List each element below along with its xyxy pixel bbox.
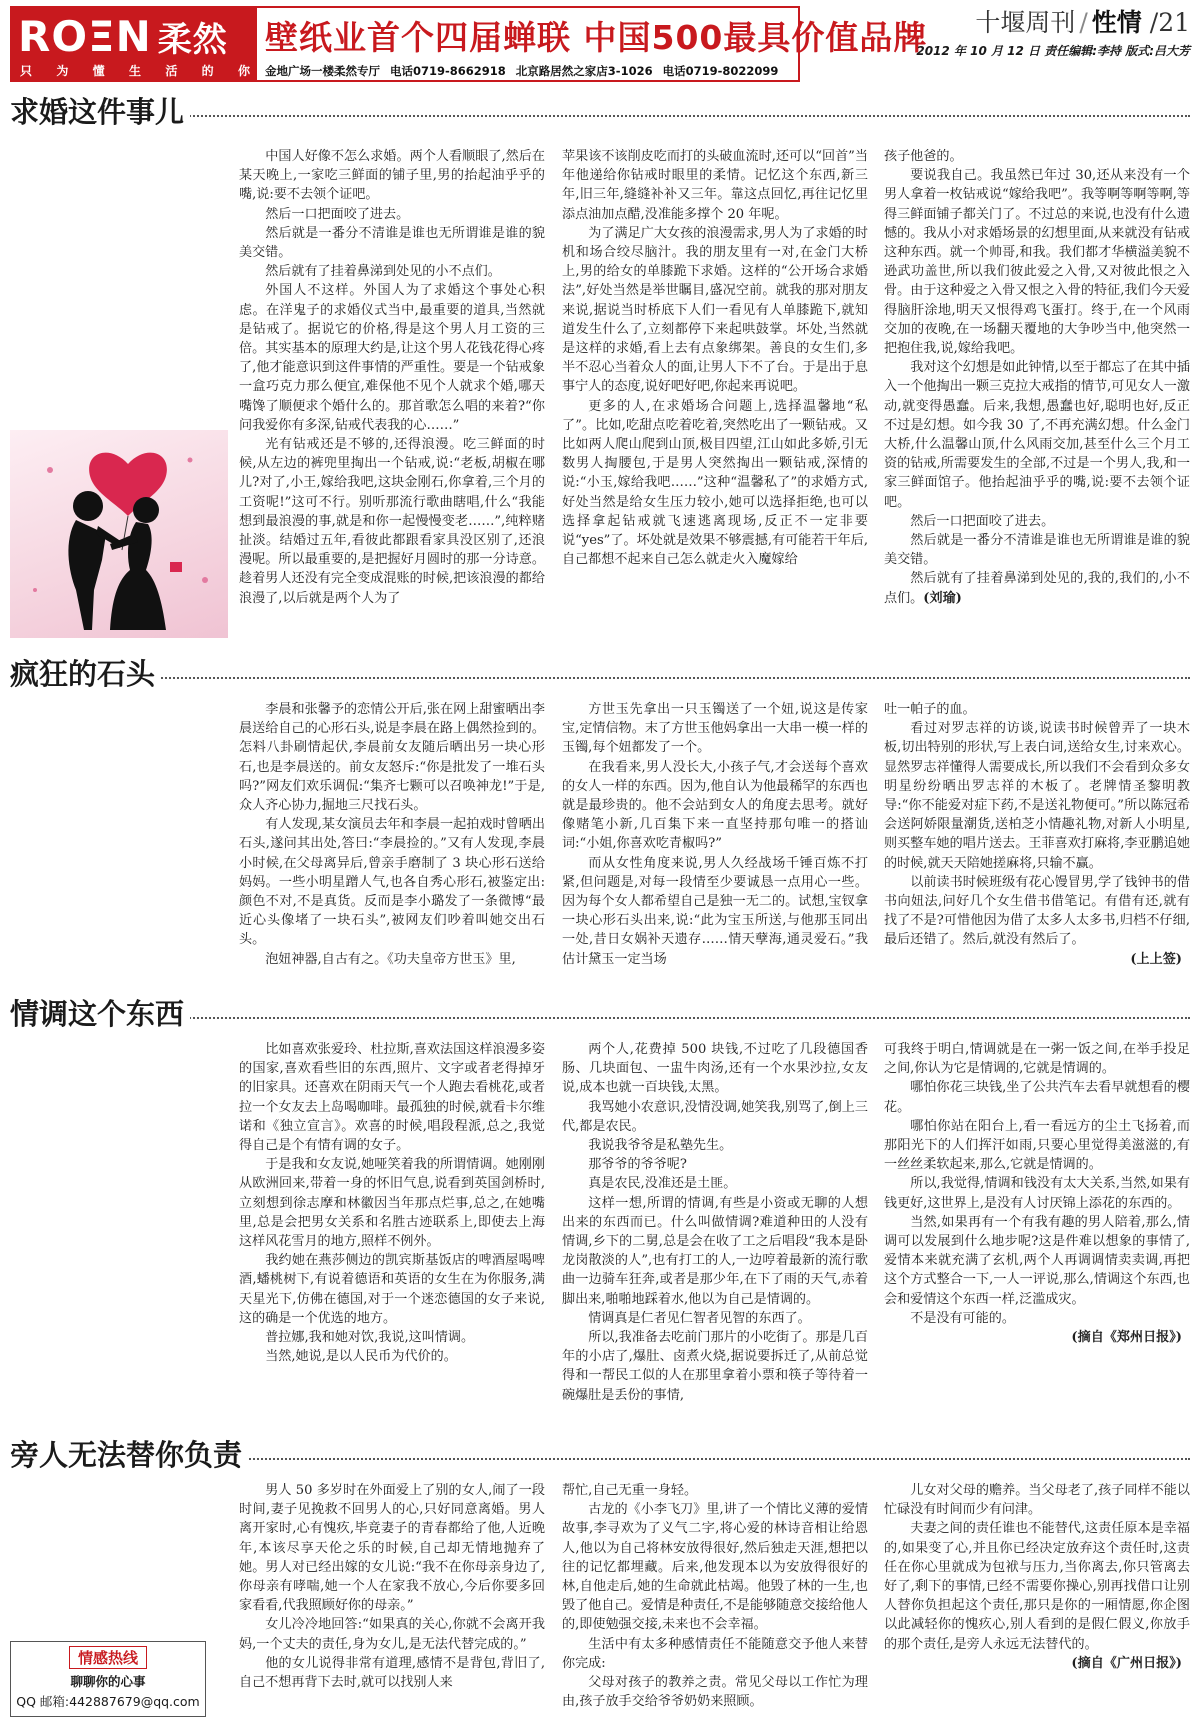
paragraph: 他的女儿说得非常有道理,感情不是背包,背旧了,自己不想再背下去时,就可以找别人来 [239,1655,545,1691]
paragraph: 普拉娜,我和她对饮,我说,这叫情调。 [265,1330,475,1346]
paragraph: 所以,我觉得,情调和钱没有太大关系,当然,如果有钱更好,这世界上,是没有人讨厌锦上添花的东西的。 [884,1176,1190,1211]
paragraph: 我约她在燕莎侧边的凯宾斯基饭店的啤酒屋喝啤酒,蟠桃树下,有说着德语和英语的女生在为你服务,满天星光下,仿佛在德国,对于一个迷恋德国的女子来说,这的确是一个优选的地方。 [239,1253,545,1326]
article-column [562,147,868,641]
paragraph: 哪怕你站在阳台上,看一看远方的尘土飞扬着,而那阳光下的人们挥汗如雨,只要心里觉得美滋滋的,有一丝丝柔软起来,那么,它就是情调的。 [884,1118,1190,1173]
emotion-hotline-box [10,1641,206,1717]
paragraph: 看过对罗志祥的访谈,说读书时候曾弄了一块木板,切出特别的形状,写上表白词,送给女生,讨来欢心。显然罗志祥懂得人需要成长,所以我们不会看到众多女明星纷纷晒出罗志祥的木板了。老牌情圣黎明教导:“你不能爱对症下药,不是送礼物便可。”所以陈冠希会送阿娇限量潮货,送柏芝小情趣礼物,对新人小明星,则买整车她的唱片送去。王菲喜欢打麻将,李亚鹏追她的时候,就天天陪她搓麻将,只输不赢。 [884,721,1190,871]
paragraph: 父母对孩子的教养之责。常见父母以工作忙为理由,孩子放手交给爷爷奶奶来照顾。 [562,1675,868,1710]
article-column [562,700,868,984]
page-number: /21 [1149,8,1190,37]
paragraph: 我对这个幻想是如此钟情,以至于都忘了在其中插入一个他掏出一颗三克拉大戒指的情节,可见女人一激动,就变得愚蠢。后来,我想,愚蠢也好,聪明也好,反正不过是幻想。如今我 30 了,不再充满幻想。什么金门大桥,什么温馨山顶,什么风雨交加,甚至什么三个月工资的钻戒,所需要发生的全部,不过是一个男人,我,和一家三鲜面馆子。他抬起油乎乎的嘴,说:要不去领个证吧。 [884,360,1190,510]
paragraph: 当然,她说,是以人民币为代价的。 [265,1349,457,1365]
article-title[interactable]: 疯狂的石头 [10,654,161,694]
paragraph: 儿女对父母的赡养。当父母老了,孩子同样不能以忙碌没有时间而少有问津。 [884,1483,1190,1518]
hotline-subtitle: 聊聊你的心事 [70,1674,146,1689]
article-column [884,1481,1190,1719]
paragraph: 孩子他爸的。 [884,149,963,164]
slogan-char: 懂 [92,64,105,78]
section-name: 性情 [1091,8,1142,37]
paragraph: 在我看来,男人没长大,小孩子气,才会送每个喜欢的女人一样的东西。因为,他自认为他最稀罕的东西也就是最珍贵的。他不会站到女人的角度去思考。就好像赌笔小新,几百集下来一直坚持那句唯一的搭讪词:“小姐,你喜欢吃青椒吗?” [562,759,868,852]
hotline-title: 情感热线 [69,1646,147,1669]
slogan-char: 活 [165,64,178,78]
brand-logo [18,14,228,63]
paragraph: 然后一口把面咬了进去。 [910,513,1055,529]
slogan-char: 生 [128,64,141,78]
paragraph: 两个人,花费掉 500 块钱,不过吃了几段德国香肠、几块面包、一盅牛肉汤,还有一个水果沙拉,女友说,成本也就一百块钱,太黑。 [562,1042,868,1096]
paragraph: 我说我爷爷是私塾先生。 [588,1138,733,1154]
paragraph: 不是没有可能的。 [910,1310,1015,1326]
paragraph: 男人 50 多岁时在外面爱上了别的女人,闹了一段时间,妻子见挽救不回男人的心,只好同意离婚。男人离开家时,心有愧疚,毕竟妻子的青春都给了他,人近晚年,本该尽享天伦之乐的时候,自己却无情地抛弃了她。男人对已经出嫁的女儿说:“我不在你母亲身边了,你母亲有哮喘,她一个人在家我不放心,今后你要多回家看看,代我照顾好你的母亲。” [239,1483,545,1614]
paragraph: 光有钻戒还是不够的,还得浪漫。吃三鲜面的时候,从左边的裤兜里掏出一个钻戒,说:“老板,胡椒在哪儿?对了,小王,嫁给我吧,这块金刚石,你拿着,三个月的工资呢!”这可不行。别听那流行歌曲瞎唱,什么“我能想到最浪漫的事,就是和你一起慢慢变老……”,纯粹赌扯淡。结婚过五年,看彼此都跟看家具没区别了,还浪漫呢。所以最重要的,是把握好月圆时的那一分诗意。趁着男人还没有完全变成混账的时候,把该浪漫的都给浪漫了,以后就是两个人为了 [239,437,545,606]
paragraph: 然后一口把面咬了进去。 [265,206,410,222]
paragraph: 然后就有了挂着鼻涕到处见的小不点们。 [265,264,501,280]
article-heading [10,1435,1190,1475]
publication-title [810,6,1190,40]
brand-logo-latin: ROΞN [18,12,152,61]
paragraph: 我骂她小农意识,没情没调,她笑我,别骂了,倒上三代,都是农民。 [562,1099,868,1134]
slogan-char: 的 [201,64,214,78]
hotline-email[interactable]: QQ 邮箱:442887679@qq.com [16,1694,200,1709]
publication-info [810,6,1190,82]
kissing-couple-icon [10,430,228,638]
article-column [239,1040,545,1420]
paragraph: 那爷爷的爷爷呢? [588,1157,687,1173]
article-column [884,147,1190,641]
article-column [884,1040,1190,1420]
paragraph: 泡妞神器,自古有之。《功夫皇帝方世玉》里, [265,951,516,967]
paragraph-text: 然后就有了挂着鼻涕到处见的,我的,我们的,小不点们。 [884,571,1190,606]
article-column [239,700,545,984]
article-title[interactable]: 旁人无法替你负责 [10,1435,248,1475]
slogan-char: 为 [56,64,69,78]
article-column [562,1481,868,1719]
paragraph: 帮忙,自己无重一身轻。 [562,1483,698,1498]
date-editor-line: 2012 年 10 月 12 日 责任编辑:李持 版式:吕大芳 [916,44,1190,58]
slogan-char: 你 [237,64,250,78]
paragraph: 夫妻之间的责任谁也不能替代,这责任原本是幸福的,如果变了心,并且你已经决定放弃这个责任时,这责任在你心里就成为包袱与压力,当你离去,你只管离去好了,剩下的事情,已经不需要你操心,别再找借口让别人替你负担起这个责任,那只是你的一厢情愿,你企图以此减轻你的愧疚心,别人看到的是假仁假义,你放手的那个责任,是旁人永远无法替代的。 [884,1521,1190,1652]
article-heading [10,994,1190,1034]
dotted-divider [10,677,1190,679]
advertiser-logo-block [12,8,257,80]
paragraph: 中国人好像不怎么求婚。两个人看顺眼了,然后在某天晚上,一家吃三鲜面的铺子里,男的抬起油乎乎的嘴,说:要不去领个证吧。 [239,149,545,203]
paragraph: 有人发现,某女演员去年和李晨一起拍戏时曾晒出石头,遂问其出处,答曰:“李晨捡的。”又有人发现,李晨小时候,在父母离异后,曾亲手磨制了 3 块心形石送给妈妈。一些小明星蹭人气,也各自秀心形石,被鉴定出:颜色不对,不是真货。反而是李小璐发了一条微博“最近心头像堵了一块石头”,被网友们吵着叫她交出石头。 [239,817,545,948]
paragraph: 以前读书时候班级有花心馒冒男,学了钱钟书的借书向妞法,问好几个女生借书借笔记。有借有还,就有找了不是?可惜他因为借了太多人太多书,归档不仔细,最后还错了。然后,就没有然后了。 [884,874,1190,948]
paragraph: 然后就是一番分不清谁是谁也无所谓谁是谁的貌美交错。 [884,533,1190,568]
article-title[interactable]: 求婚这件事儿 [10,92,190,132]
author-byline: (刘瑜) [923,590,962,606]
paragraph: 方世玉先拿出一只玉镯送了一个妞,说这是传家宝,定情信物。末了方世玉他妈拿出一大串一模一样的玉镯,每个妞都发了一个。 [562,702,868,756]
paragraph: 李晨和张馨予的恋情公开后,张在网上甜蜜晒出李晨送给自己的心形石头,说是李晨在路上偶然捡到的。怎料八卦刷情起伏,李晨前女友随后晒出另一块心形石,也是李晨送的。前女友怒斥:“你是批发了一堆石头吗?”网友们欢乐调侃:“集齐七颗可以召唤神龙!”于是,众人齐心协力,掘地三尺找石头。 [239,702,545,814]
paragraph: 而从女性角度来说,男人久经战场千锤百炼不打紧,但问题是,对每一段情至少要诚恳一点用心一些。因为每个女人都希望自己是独一无二的。试想,宝钗拿一块心形石头出来,说:“此为宝玉所送,与他那玉同出一处,昔日女娲补天遗存……情天孽海,通灵爱石。”我估计黛玉一定当场 [562,855,868,967]
paragraph: 生活中有太多种感情责任不能随意交予他人来替你完成: [562,1636,868,1671]
paragraph: 吐一帕子的血。 [884,702,976,717]
paragraph: 更多的人,在求婚场合问题上,选择温馨地“私了”。比如,吃甜点吃着吃着,突然吃出了一颗钻戒。又比如两人爬山爬到山顶,极目四望,江山如此多娇,引无数男人掏腰包,于是男人突然掏出一颗钻戒,深情的说:“小玉,嫁给我吧……”这种“温馨私了”的求婚方式,好处当然是给女生压力较小,她可以选择拒绝,也可以选择拿起钻戒就飞速逃离现场,反正不一定非要说“yes”了。坏处就是效果不够震撼,有可能若干年后,自己都想不起来自己怎么就走火入魔嫁给 [562,398,868,568]
article-column [884,700,1190,984]
article-column [562,1040,868,1420]
paragraph: 哪怕你花三块钱,坐了公共汽车去看早就想看的樱花。 [884,1080,1190,1115]
brand-slogan [20,62,250,79]
paragraph: 然后就是一番分不清谁是谁也无所谓谁是谁的貌美交错。 [239,225,545,261]
paragraph: 所以,我准备去吃前门那片的小吃街了。那是几百年的小店了,爆肚、卤煮火烧,据说要拆迁了,从前总觉得和一帮民工似的人在那里拿着小票和筷子等待着一碗爆肚是丢份的事情, [562,1330,868,1403]
brand-logo-cn: 柔然 [157,20,228,60]
paper-name: 十堰周刊 [975,8,1076,37]
paragraph: 情调真是仁者见仁智者见智的东西了。 [588,1310,811,1326]
romance-illustration [10,430,228,638]
slogan-char: 只 [20,64,33,78]
article-column [239,1481,545,1719]
ad-contact-info: 金地广场一楼柔然专厅 电话0719-8662918 北京路居然之家店3-1026 电话0719-8022099 [265,64,779,78]
paragraph: 苹果该不该削皮吃而打的头破血流时,还可以“回首”当年他递给你钻戒时眼里的柔情。记忆这个东西,新三年,旧三年,缝缝补补又三年。靠这点回忆,再往记忆里添点油加点醋,没准能多撑个 20 年呢。 [562,149,868,222]
paragraph: 外国人不这样。外国人为了求婚这个事处心积虑。在洋鬼子的求婚仪式当中,最重要的道具,当然就是钻戒了。据说它的价格,得是这个男人月工资的三倍。其实基本的原理大约是,让这个男人花钱花得心疼了,他才能意识到这件事情的严重性。要是一个钻戒象一盒巧克力那么便宜,难保他不见个人就求个婚,哪天嘴馋了顺便求个婚什么的。那首歌怎么唱的来着?“你问我爱你有多深,钻戒代表我的心……” [239,283,545,433]
paragraph: 古龙的《小李飞刀》里,讲了一个情比义薄的爱情故事,李寻欢为了义气二字,将心爱的林诗音相让给恩人,他以为自己将林安放得很好,然后独走天涯,想把以往的记忆都埋藏。后来,他发现本以为安放得很好的林,自他走后,她的生命就此枯竭。他毁了林的一生,也毁了他自己。爱情是种责任,不是能够随意交接给他人的,即使勉强交接,未来也不会幸福。 [562,1502,868,1633]
article-title[interactable]: 情调这个东西 [10,994,190,1034]
article-heading [10,654,1190,694]
paragraph: 这样一想,所谓的情调,有些是小资或无聊的人想出来的东西而已。什么叫做情调?难道种田的人没有情调,乡下的二舅,总是会在收了工之后唱段“我本是卧龙岗散淡的人”,也有打工的人,一边哼着最新的流行歌曲一边骑车狂奔,或者是那少年,在下了雨的天气,赤着脚出来,啪啪地踩着水,他以为自己是情调的。 [562,1195,868,1307]
article-heading [10,92,1190,132]
author-byline: (上上签) [1130,951,1182,967]
paragraph: 比如喜欢张爱玲、杜拉斯,喜欢法国这样浪漫多姿的国家,喜欢看些旧的东西,照片、文字或者老得掉牙的旧家具。还喜欢在阴雨天气一个人跑去看桃花,或者拉一个女友去上岛喝咖啡。最孤独的时候,就看卡尔维诺和《独立宣言》。欢喜的时候,唱段程派,总之,我觉得自己是个有情有调的女子。 [239,1042,545,1154]
source-credit: (摘自《广州日报》) [1071,1655,1182,1671]
paragraph: 可我终于明白,情调就是在一粥一饭之间,在举手投足之间,你认为它是情调的,它就是情调的。 [884,1042,1190,1077]
source-credit: (摘自《郑州日报》) [1071,1330,1182,1346]
ad-headline: 壁纸业首个四届蝉联 中国500最具价值品牌 [265,18,928,57]
advertisement-text [259,8,928,80]
title-separator: / [1079,8,1088,37]
paragraph: 要说我自己。我虽然已年过 30,还从来没有一个男人拿着一枚钻戒说“嫁给我吧”。我等啊等啊等啊,等得三鲜面铺子都关门了。不过总的来说,也没有什么遗憾的。我从小对求婚场景的幻想里面,从来就没有钻戒这种东西。就一个帅哥,和我。我们都才华横溢美貌不逊武功盖世,所以我们彼此爱之入骨,又对彼此恨之入骨。由于这种爱之入骨又恨之入骨的特征,我们今天爱得脑肝涂地,明天又恨得鸡飞蛋打。终于,在一个风雨交加的夜晚,在一场翻天覆地的大争吵当中,他突然一把抱住我,说,嫁给我吧。 [884,168,1190,357]
paragraph: 为了满足广大女孩的浪漫需求,男人为了求婚的时机和场合绞尽脑汁。我的朋友里有一对,在金门大桥上,男的给女的单膝跪下求婚。这样的“公开场合求婚法”,好处当然是举世瞩目,盛况空前。就我的那对朋友来说,据说当时桥底下人们一看见有人单膝跪下,就知道发生什么了,立刻都停下来起哄鼓掌。坏处,当然就是这样的求婚,看上去有点象绑架。善良的女生们,多半不忍心当着众人的面,让男人下不了台。于是出于息事宁人的态度,说好吧好吧,你起来再说吧。 [562,225,868,395]
paragraph [884,569,1190,607]
article-column [239,147,545,641]
paragraph: 当然,如果再有一个有我有趣的男人陪着,那么,情调可以发展到什么地步呢?这是件难以想象的事情了,爱情本来就充满了玄机,两个人再调调情卖卖调,再把这个方式整合一下,一人一评说,那么,情调这个东西,也会和爱情这个东西一样,泛滥成灾。 [884,1214,1190,1307]
paragraph: 女儿冷冷地回答:“如果真的关心,你就不会离开我妈,一个丈夫的责任,身为女儿,是无法代替完成的。” [239,1617,545,1652]
masthead [10,6,1190,84]
advertisement-banner[interactable] [10,6,928,82]
paragraph: 于是我和女友说,她哑笑着我的所谓情调。她刚刚从欧洲回来,带着一身的怀旧气息,说看到英国剑桥时,立刻想到徐志摩和林徽因当年那点烂事,总之,在她嘴里,总是会把男女关系和名胜古迹联系上,即使去上海这样风花雪月的地方,照样不例外。 [239,1157,545,1250]
paragraph: 真是农民,没准还是土匪。 [588,1176,737,1192]
